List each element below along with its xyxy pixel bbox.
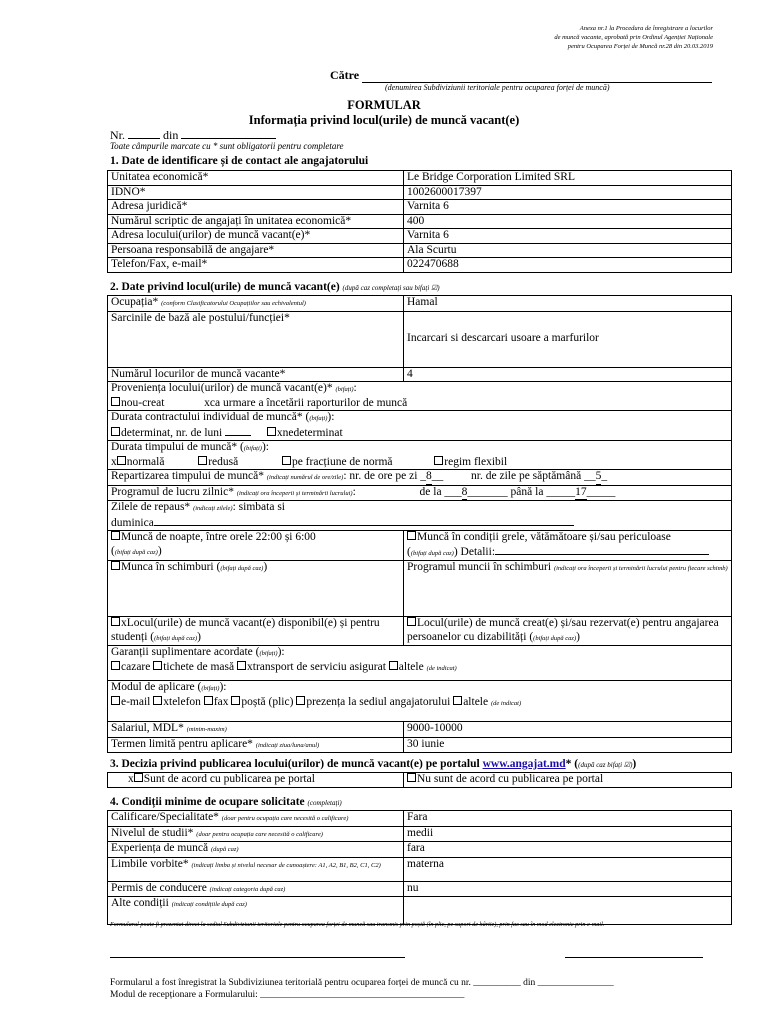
email-checkbox[interactable] bbox=[111, 696, 120, 705]
fax-checkbox[interactable] bbox=[204, 696, 213, 705]
salary-label-cell bbox=[108, 722, 404, 738]
form-title: FORMULAR bbox=[347, 98, 421, 112]
provenance-new-label: nou-creat bbox=[121, 396, 165, 409]
night-work-cell: Muncă de noapte, între orele 22:00 și 6:00 ((bifați după caz)) bbox=[108, 531, 404, 561]
meal-tickets-checkbox[interactable] bbox=[153, 661, 162, 670]
condition-note: (indicați categoria după caz) bbox=[209, 885, 286, 893]
occupation-value[interactable]: Hamal bbox=[404, 296, 732, 312]
in-person-label: prezența la sediul angajatorului bbox=[306, 695, 451, 708]
accommodation-checkbox[interactable] bbox=[111, 661, 120, 670]
section-4-title-text: 4. Condiții minime de ocupare solicitate bbox=[110, 796, 305, 808]
duties-value[interactable]: Incarcari si descarcari usoare a marfurilor bbox=[404, 311, 732, 367]
guarantees-hint: (bifați) bbox=[259, 650, 278, 657]
recipient-line bbox=[330, 68, 712, 83]
section-3-table bbox=[107, 772, 732, 788]
end-time-value[interactable]: 17 bbox=[575, 486, 587, 501]
employer-field-label: Numărul scriptic de angajați în unitatea economică* bbox=[108, 214, 404, 229]
indefinite-term-checkbox[interactable] bbox=[267, 427, 276, 436]
rest-days-note: (indicați zilele) bbox=[193, 505, 233, 512]
table-row bbox=[108, 881, 732, 897]
end-time-label: până la bbox=[510, 485, 544, 498]
indefinite-term-label: xnedeterminat bbox=[276, 426, 343, 439]
salary-value[interactable]: 9000-10000 bbox=[404, 722, 732, 738]
shift-work-hint: (bifați după caz) bbox=[220, 565, 264, 572]
signature-line-right[interactable] bbox=[565, 957, 703, 958]
provenance-label: Proveniența locului(urilor) de muncă vacant(e)* bbox=[111, 382, 333, 394]
daily-schedule-label: Programul de lucru zilnic* bbox=[111, 485, 234, 498]
details-field[interactable] bbox=[495, 545, 709, 555]
rest-days-label: Zilele de repaus* bbox=[111, 501, 191, 513]
table-row bbox=[108, 811, 732, 827]
shift-work-cell: Munca în schimburi ((bifați după caz)) bbox=[108, 561, 404, 617]
no-consent-checkbox[interactable] bbox=[407, 773, 416, 782]
section-4-table bbox=[107, 810, 732, 925]
mode-other-hint: (de indicat) bbox=[490, 699, 522, 707]
phone-label: xtelefon bbox=[163, 695, 201, 708]
application-mode-label: Modul de aplicare bbox=[111, 681, 195, 693]
normal-time-mark: x bbox=[111, 455, 117, 468]
deadline-note: (indicați ziua/luna/anul) bbox=[255, 741, 320, 749]
condition-label-cell bbox=[108, 811, 404, 827]
mandatory-note: Toate câmpurile marcate cu * sunt obligatorii pentru completare bbox=[110, 141, 344, 151]
shift-schedule-note: (indicați ora începerii și terminării lucrului pentru fiecare schimb) bbox=[553, 565, 728, 572]
normal-time-checkbox[interactable] bbox=[117, 456, 126, 465]
din-label: din bbox=[163, 128, 179, 142]
time-distribution-cell: Repartizarea timpului de muncă* (indicați numărul de ore/zile): nr. de ore pe zi _8__ nr. de zile pe săptămână __5_ bbox=[108, 470, 732, 486]
application-mode-hint: (bifați) bbox=[201, 685, 220, 692]
annex-note bbox=[413, 24, 713, 51]
rest-days-value-2[interactable]: duminica bbox=[111, 516, 154, 529]
salary-note: (minim-maxim) bbox=[186, 726, 227, 733]
condition-value[interactable]: Fara bbox=[404, 811, 732, 827]
disability-label: Locul(urile) de muncă creat(e) și/sau rezervat(e) pentru angajarea persoanelor cu dizabilități bbox=[407, 617, 719, 643]
registration-line: Formularul a fost înregistrat la Subdiviziunea teritorială pentru ocuparea forței de muncă cu nr. __________ din ________________ bbox=[110, 978, 614, 988]
condition-label: Calificare/Specialitate* bbox=[111, 811, 219, 823]
post-checkbox[interactable] bbox=[231, 696, 240, 705]
employer-field-label: Unitatea economică* bbox=[108, 171, 404, 186]
section-3-note: (după caz bifați ☑) bbox=[578, 761, 633, 769]
shift-schedule-label: Programul muncii în schimburi bbox=[407, 561, 552, 573]
working-time-hint: (bifați) bbox=[243, 445, 262, 452]
table-row bbox=[108, 258, 732, 273]
meal-tickets-label: tichete de masă bbox=[163, 660, 235, 673]
signature-line-left[interactable] bbox=[110, 957, 405, 958]
section-2-title-text: 2. Date privind locul(urile) de muncă vacant(e) bbox=[110, 281, 340, 293]
time-distribution-note: (indicați numărul de ore/zile) bbox=[266, 474, 344, 481]
mode-other-checkbox[interactable] bbox=[453, 696, 462, 705]
date-field[interactable] bbox=[181, 128, 276, 139]
recipient-field[interactable] bbox=[362, 72, 712, 83]
fax-label: fax bbox=[213, 695, 229, 708]
nr-label: Nr. bbox=[110, 128, 125, 142]
condition-value[interactable]: medii bbox=[404, 826, 732, 842]
section-1-title: 1. Date de identificare și de contact ale angajatorului bbox=[110, 155, 369, 167]
guarantees-label: Garanții suplimentare acordate bbox=[111, 646, 253, 658]
employer-field-value[interactable]: Ala Scurtu bbox=[404, 243, 732, 258]
table-row bbox=[108, 185, 732, 200]
shift-work-checkbox[interactable] bbox=[111, 561, 120, 570]
flexible-time-checkbox[interactable] bbox=[434, 456, 443, 465]
post-label: poștă (plic) bbox=[241, 695, 294, 708]
employer-field-label: Adresa locului(urilor) de muncă vacant(e)* bbox=[108, 229, 404, 244]
consent-label: Sunt de acord cu publicarea pe portal bbox=[143, 773, 315, 785]
employer-field-value[interactable]: Varnita 6 bbox=[404, 200, 732, 215]
students-cell: xLocul(urile) de muncă vacant(e) disponibil(e) și pentru studenți ((bifați după caz)) bbox=[108, 617, 404, 646]
reduced-time-checkbox[interactable] bbox=[198, 456, 207, 465]
guarantees-cell: Garanții suplimentare acordate ((bifați)): cazare tichete de masă xtransport de serviciu asigurat altele (de indicat) bbox=[108, 646, 732, 681]
section-3-title: 3. Decizia privind publicarea locului(urilor) de muncă vacant(e) pe portalul www.angajat.md* ((după caz bifați ☑)) bbox=[110, 758, 637, 770]
occupation-label: Ocupația* bbox=[111, 296, 159, 308]
occupation-label-cell bbox=[108, 296, 404, 312]
months-field[interactable] bbox=[225, 426, 251, 436]
employer-field-label: Adresa juridică* bbox=[108, 200, 404, 215]
condition-note: (doar pentru ocupația care necesită o calificare) bbox=[196, 830, 323, 838]
section-4-title bbox=[110, 796, 342, 808]
hours-per-day-value[interactable]: 8 bbox=[426, 470, 432, 485]
hours-per-day-label: nr. de ore pe zi bbox=[349, 470, 418, 482]
condition-label: Permis de conducere bbox=[111, 881, 207, 894]
students-hint: (bifați după caz) bbox=[154, 634, 198, 642]
no-consent-cell bbox=[404, 773, 732, 788]
deadline-value[interactable]: 30 iunie bbox=[404, 737, 732, 753]
reduced-time-label: redusă bbox=[208, 455, 239, 468]
section-4-note: (completați) bbox=[307, 799, 342, 807]
annex-line-2: de muncă vacante, aprobată prin Ordinul Agenției Naționale bbox=[554, 34, 713, 41]
hard-conditions-hint: (bifați după caz) bbox=[410, 549, 454, 557]
deadline-label: Termen limită pentru aplicare* bbox=[111, 737, 253, 750]
guarantees-other-hint: (de indicat) bbox=[426, 664, 457, 672]
section-1-table bbox=[107, 170, 732, 273]
provenance-cell: Proveniența locului(urilor) de muncă vacant(e)* (bifați): nou-creat xca urmare a încetării raporturilor de muncă bbox=[108, 382, 732, 411]
condition-label-cell bbox=[108, 826, 404, 842]
vacancies-count-label: Numărul locurilor de muncă vacante* bbox=[108, 367, 404, 382]
employer-field-value[interactable]: 022470688 bbox=[404, 258, 732, 273]
recipient-label: Către bbox=[330, 68, 360, 82]
employer-field-label: Telefon/Fax, e-mail* bbox=[108, 258, 404, 273]
registration-block bbox=[110, 977, 614, 1001]
condition-note: (indicați condițiile după caz) bbox=[171, 901, 247, 908]
table-row bbox=[108, 171, 732, 186]
deadline-label-cell bbox=[108, 737, 404, 753]
nr-field[interactable] bbox=[128, 128, 160, 139]
application-mode-cell: Modul de aplicare ((bifați)): e-mail xtelefon fax poștă (plic) prezența la sediul angajatorului altele (de indicat) bbox=[108, 681, 732, 722]
working-time-cell: Durata timpului de muncă* ((bifați)): x normală redusă pe fracțiune de normă regim flexibil bbox=[108, 441, 732, 470]
contract-duration-cell: Durata contractului individual de muncă* ((bifați)): determinat, nr. de luni xnedeterminat bbox=[108, 411, 732, 441]
in-person-checkbox[interactable] bbox=[296, 696, 305, 705]
daily-schedule-note: (indicați ora începerii și terminării lucrului) bbox=[236, 489, 353, 497]
occupation-note: (conform Clasificatorului Ocupațiilor sau echivalentul) bbox=[161, 300, 306, 307]
annex-line-3: pentru Ocuparea Forței de Muncă nr.28 din 20.03.2019 bbox=[567, 43, 713, 50]
condition-label: Limbile vorbite* bbox=[111, 857, 189, 870]
condition-label: Experiența de muncă bbox=[111, 842, 209, 854]
part-time-label: pe fracțiune de normă bbox=[291, 455, 393, 468]
students-checkbox[interactable] bbox=[111, 617, 120, 626]
provenance-hint: (bifați) bbox=[335, 386, 354, 393]
consent-cell bbox=[108, 773, 404, 788]
rest-days-line bbox=[154, 516, 574, 526]
duties-label: Sarcinile de bază ale postului/funcției* bbox=[108, 311, 404, 367]
part-time-checkbox[interactable] bbox=[282, 456, 291, 465]
employer-field-value[interactable]: 1002600017397 bbox=[404, 185, 732, 200]
form-subtitle: Informația privind locul(urile) de muncă vacant(e) bbox=[248, 113, 520, 127]
daily-schedule-cell: Programul de lucru zilnic* (indicați ora începerii și terminării lucrului): de la ___8_______ până la _____17_____ bbox=[108, 485, 732, 501]
disability-checkbox[interactable] bbox=[407, 617, 416, 626]
condition-note: (doar pentru ocupația care necesită o calificare) bbox=[221, 815, 349, 822]
mode-other-label: altele bbox=[463, 695, 489, 708]
accommodation-label: cazare bbox=[121, 660, 151, 673]
condition-label: Alte condiții bbox=[111, 897, 169, 909]
condition-label: Nivelul de studii* bbox=[111, 826, 194, 839]
table-row bbox=[108, 214, 732, 229]
phone-checkbox[interactable] bbox=[153, 696, 162, 705]
hard-conditions-cell: Muncă în condiții grele, vătămătoare și/sau periculoase ((bifați după caz)) Detalii: bbox=[404, 531, 732, 561]
table-row bbox=[108, 826, 732, 842]
reception-mode-line: Modul de recepționare a Formularului: ___________________________________________ bbox=[110, 990, 465, 1000]
condition-value[interactable]: fara bbox=[404, 842, 732, 858]
hard-conditions-checkbox[interactable] bbox=[407, 531, 416, 540]
submission-note: Formularul poate fi prezentat direct la sediul Subdiviziunii teritoriale pentru ocuparea forței de muncă sau transmis prin poștă (în plic, pe suport de hârtie), prin fax sau în mod electronic prin e-mail. bbox=[110, 921, 605, 928]
contract-duration-hint: (bifați) bbox=[309, 415, 328, 422]
rest-days-value-1[interactable]: simbata si bbox=[238, 501, 285, 513]
night-work-label: Muncă de noapte, între orele 22:00 și 6:00 bbox=[121, 531, 316, 543]
portal-required-mark: * bbox=[565, 758, 572, 770]
recipient-hint: (denumirea Subdiviziunii teritoriale pentru ocuparea forței de muncă) bbox=[385, 83, 610, 92]
annex-line-1: Anexa nr.1 la Procedura de înregistrare a locurilor bbox=[579, 25, 713, 32]
working-time-label: Durata timpului de muncă* bbox=[111, 441, 238, 453]
section-2-note: (după caz completați sau bifați ☑) bbox=[342, 284, 440, 292]
condition-value[interactable]: materna bbox=[404, 857, 732, 881]
time-distribution-label: Repartizarea timpului de muncă* bbox=[111, 470, 264, 482]
employer-field-label: IDNO* bbox=[108, 185, 404, 200]
days-per-week-value[interactable]: 5 bbox=[596, 470, 602, 485]
employer-field-value[interactable]: Varnita 6 bbox=[404, 229, 732, 244]
days-per-week-label: nr. de zile pe săptămână bbox=[471, 470, 582, 482]
section-3-title-text: 3. Decizia privind publicarea locului(urilor) de muncă vacant(e) pe portalul bbox=[110, 758, 480, 770]
condition-label-cell bbox=[108, 881, 404, 897]
condition-label-cell bbox=[108, 842, 404, 858]
start-time-label: de la bbox=[419, 485, 442, 498]
employer-field-label: Persoana responsabilă de angajare* bbox=[108, 243, 404, 258]
night-work-checkbox[interactable] bbox=[111, 531, 120, 540]
flexible-time-label: regim flexibil bbox=[444, 455, 508, 468]
start-time-value[interactable]: 8 bbox=[462, 486, 468, 501]
table-row bbox=[108, 842, 732, 858]
no-consent-label: Nu sunt de acord cu publicarea pe portal bbox=[417, 773, 604, 785]
contract-duration-label: Durata contractului individual de muncă* bbox=[111, 411, 303, 423]
hard-conditions-label: Muncă în condiții grele, vătămătoare și/sau periculoase bbox=[417, 531, 671, 543]
provenance-termination-option[interactable]: xca urmare a încetării raporturilor de muncă bbox=[204, 396, 408, 409]
guarantees-other-checkbox[interactable] bbox=[389, 661, 398, 670]
details-label: Detalii: bbox=[460, 545, 496, 558]
vacancies-count-value[interactable]: 4 bbox=[404, 367, 732, 382]
section-2-title bbox=[110, 281, 440, 293]
table-row bbox=[108, 200, 732, 215]
night-work-hint: (bifați după caz) bbox=[114, 548, 158, 556]
fixed-term-checkbox[interactable] bbox=[111, 427, 120, 436]
table-row bbox=[108, 229, 732, 244]
section-2-table bbox=[107, 295, 732, 753]
condition-label-cell bbox=[108, 857, 404, 881]
email-label: e-mail bbox=[121, 695, 151, 708]
employer-field-value[interactable]: Le Bridge Corporation Limited SRL bbox=[404, 171, 732, 186]
normal-time-label: normală bbox=[126, 455, 165, 468]
transport-checkbox[interactable] bbox=[237, 661, 246, 670]
shift-schedule-cell bbox=[404, 561, 732, 617]
salary-label: Salariul, MDL* bbox=[111, 722, 184, 734]
table-row bbox=[108, 857, 732, 881]
employer-field-value[interactable]: 400 bbox=[404, 214, 732, 229]
disability-cell: Locul(urile) de muncă creat(e) și/sau rezervat(e) pentru angajarea persoanelor cu dizabilități ((bifați după caz)) bbox=[404, 617, 732, 646]
provenance-new-checkbox[interactable] bbox=[111, 397, 120, 406]
condition-note: (după caz) bbox=[210, 846, 239, 853]
rest-days-cell: Zilele de repaus* (indicați zilele): simbata si duminica bbox=[108, 501, 732, 531]
disability-hint: (bifați după caz) bbox=[533, 634, 577, 642]
transport-label: xtransport de serviciu asigurat bbox=[247, 660, 386, 673]
condition-note: (indicați limba și nivelul necesar de cunoaștere: A1, A2, B1, B2, C1, C2) bbox=[191, 861, 381, 869]
consent-checkbox[interactable] bbox=[134, 773, 143, 782]
consent-mark: x bbox=[128, 773, 134, 785]
students-label: xLocul(urile) de muncă vacant(e) disponibil(e) și pentru studenți bbox=[111, 617, 380, 643]
guarantees-other-label: altele bbox=[398, 660, 424, 673]
shift-work-label: Munca în schimburi bbox=[121, 561, 214, 573]
fixed-term-label: determinat, nr. de luni bbox=[121, 426, 223, 439]
condition-value[interactable]: nu bbox=[404, 881, 732, 897]
form-title-block bbox=[0, 98, 768, 128]
table-row bbox=[108, 243, 732, 258]
portal-link[interactable]: www.angajat.md bbox=[482, 758, 566, 770]
